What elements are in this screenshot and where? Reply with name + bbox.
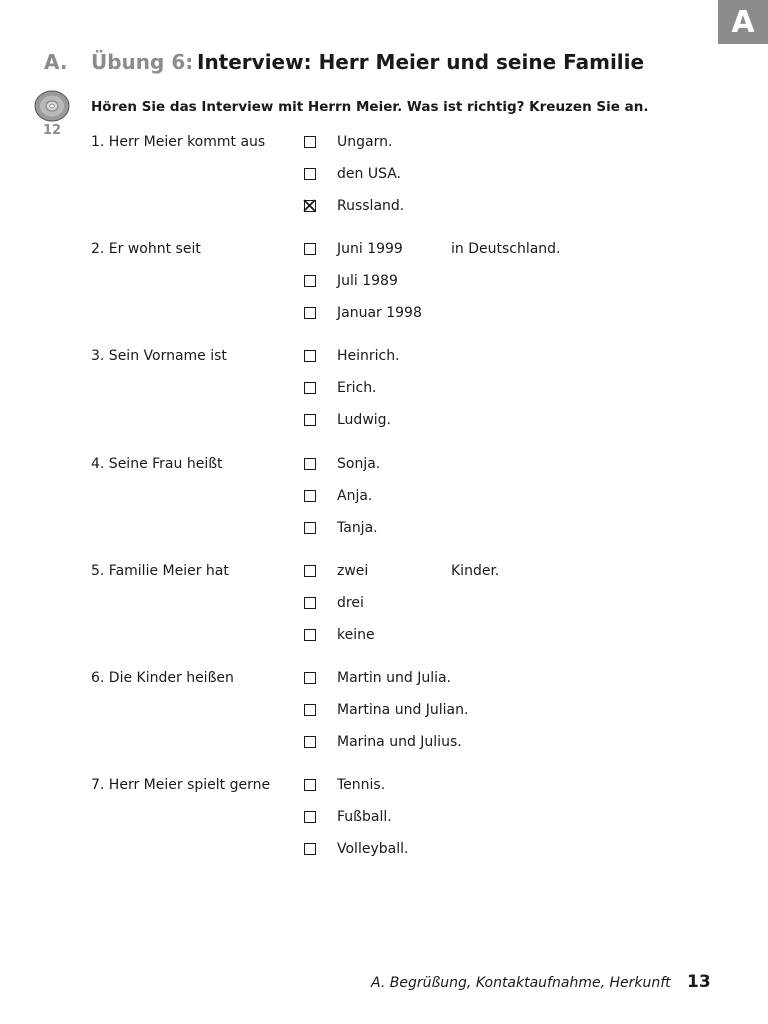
answer-checkbox[interactable]: [304, 350, 316, 362]
answer-label: drei: [337, 595, 364, 611]
cd-icon: [34, 89, 70, 123]
question-text: 7. Herr Meier spielt gerne: [91, 777, 271, 793]
answer-checkbox[interactable]: [304, 629, 316, 641]
exercise-title: Interview: Herr Meier und seine Familie: [197, 50, 645, 74]
answer-label: Martin und Julia.: [337, 670, 452, 686]
exercise-number: Übung 6:: [91, 50, 194, 74]
answer-checkbox[interactable]: [304, 200, 316, 212]
answer-label: keine: [337, 627, 375, 643]
answer-checkbox[interactable]: [304, 136, 316, 148]
answer-label: Januar 1998: [337, 305, 422, 321]
answer-label: Juni 1999: [337, 241, 403, 257]
answer-label: Tennis.: [337, 777, 386, 793]
answer-label: zwei: [337, 563, 369, 579]
answer-label: Fußball.: [337, 809, 392, 825]
answer-label: Ludwig.: [337, 412, 391, 428]
answer-label: Sonja.: [337, 456, 381, 472]
question-text: 2. Er wohnt seit: [91, 241, 201, 257]
answer-checkbox[interactable]: [304, 704, 316, 716]
footer-chapter: A. Begrüßung, Kontaktaufnahme, Herkunft: [371, 975, 671, 991]
answer-checkbox[interactable]: [304, 275, 316, 287]
answer-checkbox[interactable]: [304, 779, 316, 791]
question-suffix: in Deutschland.: [451, 241, 561, 257]
question-text: 5. Familie Meier hat: [91, 563, 229, 579]
track-number: 12: [42, 123, 62, 138]
answer-label: Volleyball.: [337, 841, 409, 857]
answer-label: Ungarn.: [337, 134, 393, 150]
question-text: 1. Herr Meier kommt aus: [91, 134, 266, 150]
answer-checkbox[interactable]: [304, 490, 316, 502]
answer-checkbox[interactable]: [304, 565, 316, 577]
answer-label: Erich.: [337, 380, 377, 396]
answer-checkbox[interactable]: [304, 522, 316, 534]
page-number: 13: [687, 972, 711, 992]
chapter-tab: A: [718, 0, 768, 44]
answer-checkbox[interactable]: [304, 243, 316, 255]
answer-checkbox[interactable]: [304, 672, 316, 684]
answer-checkbox[interactable]: [304, 811, 316, 823]
answer-checkbox[interactable]: [304, 597, 316, 609]
answer-label: Anja.: [337, 488, 373, 504]
answer-checkbox[interactable]: [304, 382, 316, 394]
answer-checkbox[interactable]: [304, 736, 316, 748]
answer-checkbox[interactable]: [304, 307, 316, 319]
answer-label: Heinrich.: [337, 348, 400, 364]
answer-checkbox[interactable]: [304, 414, 316, 426]
answer-checkbox[interactable]: [304, 458, 316, 470]
cross-mark-icon: [304, 200, 315, 211]
question-text: 4. Seine Frau heißt: [91, 456, 223, 472]
question-text: 6. Die Kinder heißen: [91, 670, 234, 686]
question-text: 3. Sein Vorname ist: [91, 348, 227, 364]
answer-label: Martina und Julian.: [337, 702, 469, 718]
answer-label: Russland.: [337, 198, 405, 214]
answer-label: Juli 1989: [337, 273, 398, 289]
section-letter: A.: [44, 50, 68, 74]
answer-label: den USA.: [337, 166, 401, 182]
answer-label: Tanja.: [337, 520, 378, 536]
answer-label: Marina und Julius.: [337, 734, 462, 750]
answer-checkbox[interactable]: [304, 168, 316, 180]
question-suffix: Kinder.: [451, 563, 500, 579]
instruction: Hören Sie das Interview mit Herrn Meier. Was ist richtig? Kreuzen Sie an.: [91, 99, 649, 115]
answer-checkbox[interactable]: [304, 843, 316, 855]
